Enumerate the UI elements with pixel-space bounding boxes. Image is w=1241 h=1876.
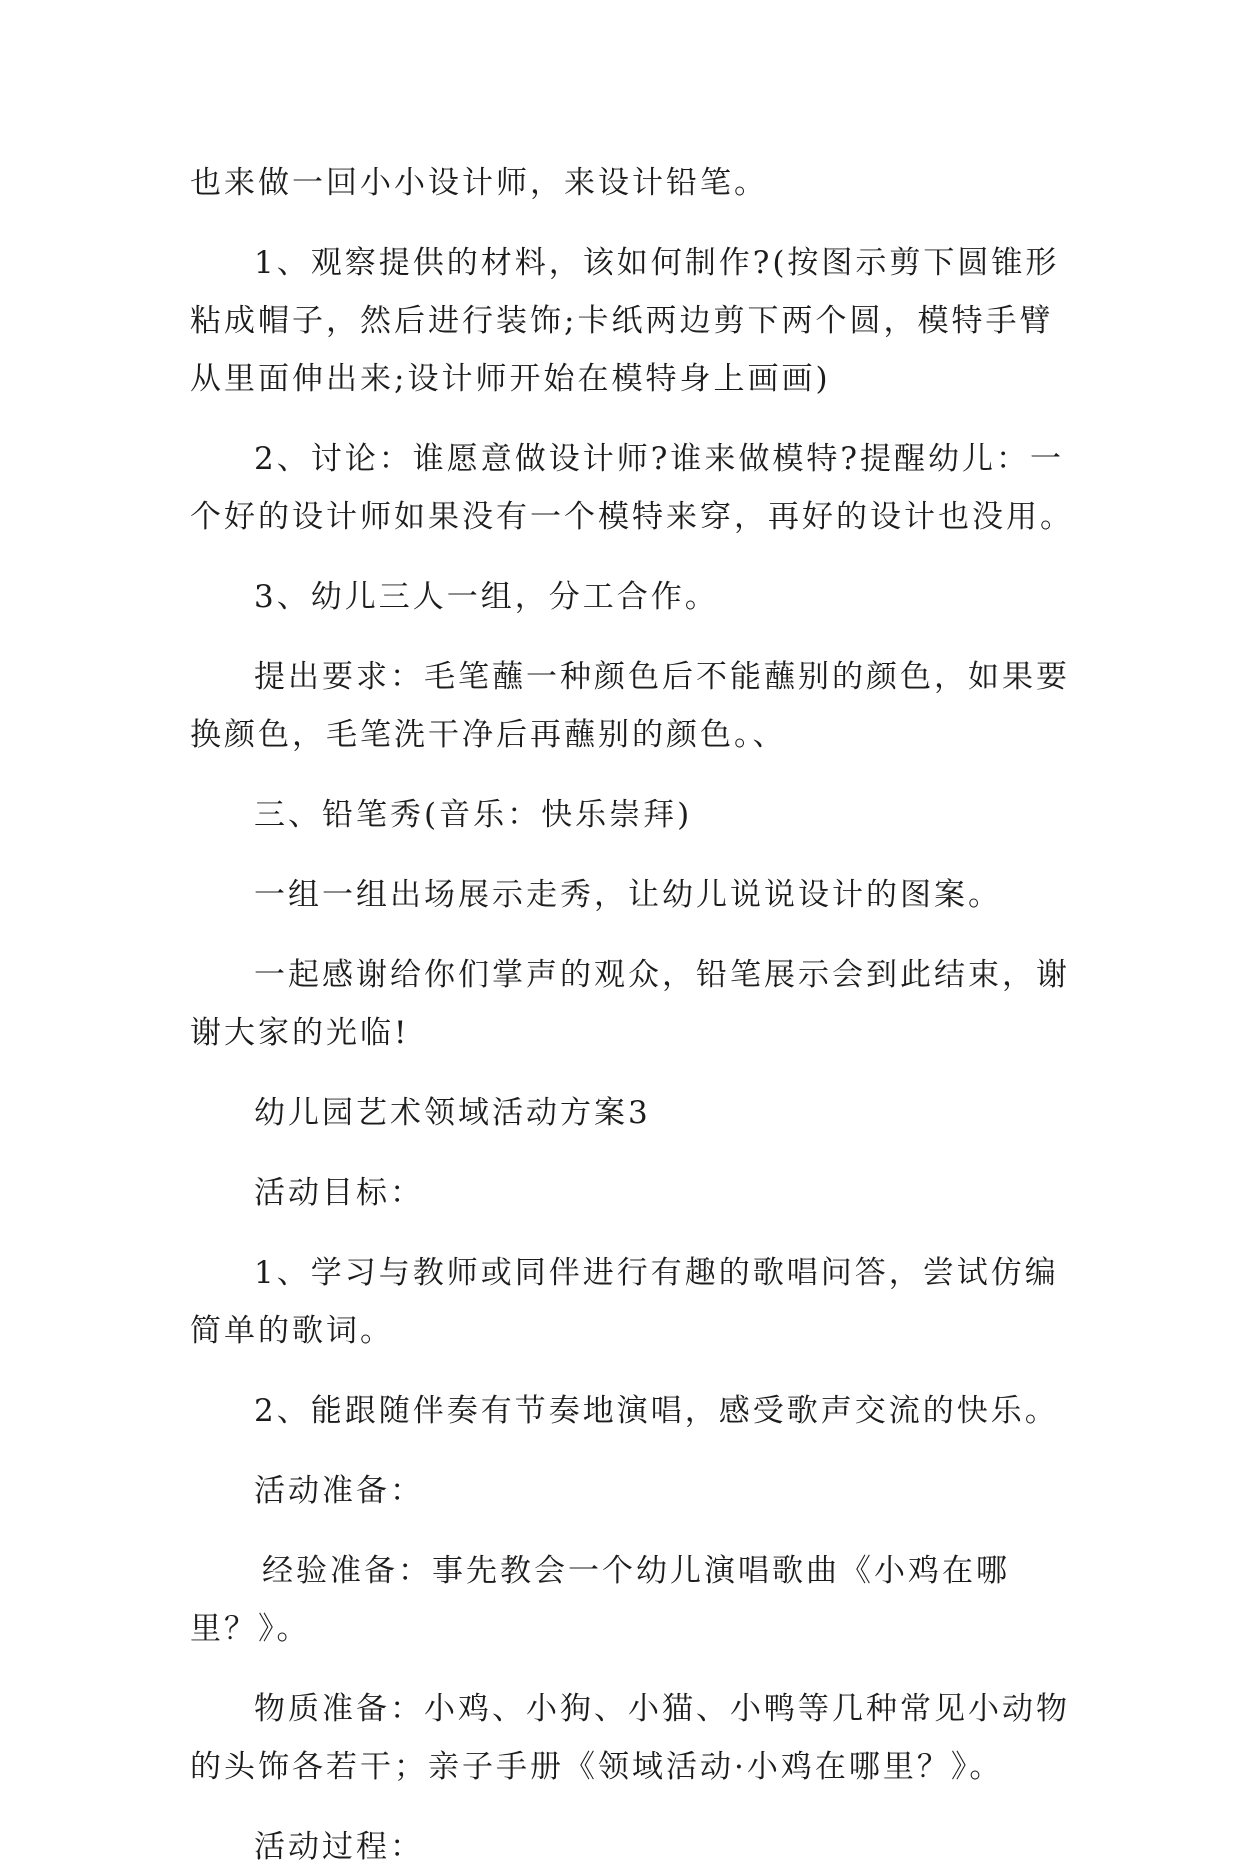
- text-line: 一组一组出场展示走秀，让幼儿说说设计的图案。: [254, 877, 1002, 913]
- text-line: 1、观察提供的材料，该如何制作?(按图示剪下圆锥形: [254, 245, 1060, 281]
- paragraph-requirements: [190, 648, 1070, 764]
- paragraph-pencil-show: [190, 786, 1052, 844]
- text-line: 2、能跟随伴奏有节奏地演唱，感受歌声交流的快乐。: [254, 1393, 1059, 1429]
- heading-activity-preparation: [190, 1462, 1052, 1520]
- paragraph-step-1: [190, 234, 1060, 408]
- text-line: 物质准备：小鸡、小狗、小猫、小鸭等几种常见小动物: [254, 1691, 1070, 1727]
- text-line: 提出要求：毛笔蘸一种颜色后不能蘸别的颜色，如果要: [254, 659, 1070, 695]
- text-line: 活动准备：: [254, 1473, 424, 1509]
- paragraph-goal-2: [190, 1382, 1059, 1440]
- text-line: 活动目标：: [254, 1175, 424, 1211]
- document-body: [190, 154, 1074, 1876]
- paragraph-catwalk: [190, 866, 1052, 924]
- text-line: 幼儿园艺术领域活动方案3: [254, 1095, 651, 1131]
- text-line: 简单的歌词。: [190, 1313, 394, 1349]
- paragraph-step-2: [190, 430, 1074, 546]
- text-line: 经验准备：事先教会一个幼儿演唱歌曲《小鸡在哪: [262, 1553, 1010, 1589]
- text-line: 3、幼儿三人一组，分工合作。: [254, 579, 719, 615]
- text-line: 换颜色，毛笔洗干净后再蘸别的颜色。、: [190, 717, 787, 753]
- text-line: 谢大家的光临!: [190, 1015, 410, 1051]
- heading-activity-process: [190, 1818, 1052, 1876]
- text-line: 1、学习与教师或同伴进行有趣的歌唱问答，尝试仿编: [254, 1255, 1059, 1291]
- heading-activity-goals: [190, 1164, 1052, 1222]
- paragraph-experience-prep: [190, 1542, 1052, 1658]
- paragraph-thanks: [190, 946, 1070, 1062]
- paragraph-goal-1: [190, 1244, 1059, 1360]
- text-line: 一起感谢给你们掌声的观众，铅笔展示会到此结束，谢: [254, 957, 1070, 993]
- section-title: [190, 1084, 1052, 1142]
- paragraph-step-3: [190, 568, 1052, 626]
- text-line: 粘成帽子，然后进行装饰;卡纸两边剪下两个圆，模特手臂: [190, 303, 1054, 339]
- text-line: 从里面伸出来;设计师开始在模特身上画画): [190, 361, 831, 397]
- text-line: 的头饰各若干；亲子手册《领域活动·小鸡在哪里？》。: [190, 1749, 1004, 1785]
- text-line: 个好的设计师如果没有一个模特来穿，再好的设计也没用。: [190, 499, 1074, 535]
- text-line: 也来做一回小小设计师，来设计铅笔。: [190, 165, 768, 201]
- text-line: 三、铅笔秀(音乐：快乐崇拜): [254, 797, 693, 833]
- text-line: 2、讨论：谁愿意做设计师?谁来做模特?提醒幼儿：一: [254, 441, 1064, 477]
- paragraph-intro-continued: [190, 154, 1052, 212]
- text-line: 里？》。: [190, 1611, 311, 1647]
- paragraph-material-prep: [190, 1680, 1070, 1796]
- text-line: 活动过程：: [254, 1829, 424, 1865]
